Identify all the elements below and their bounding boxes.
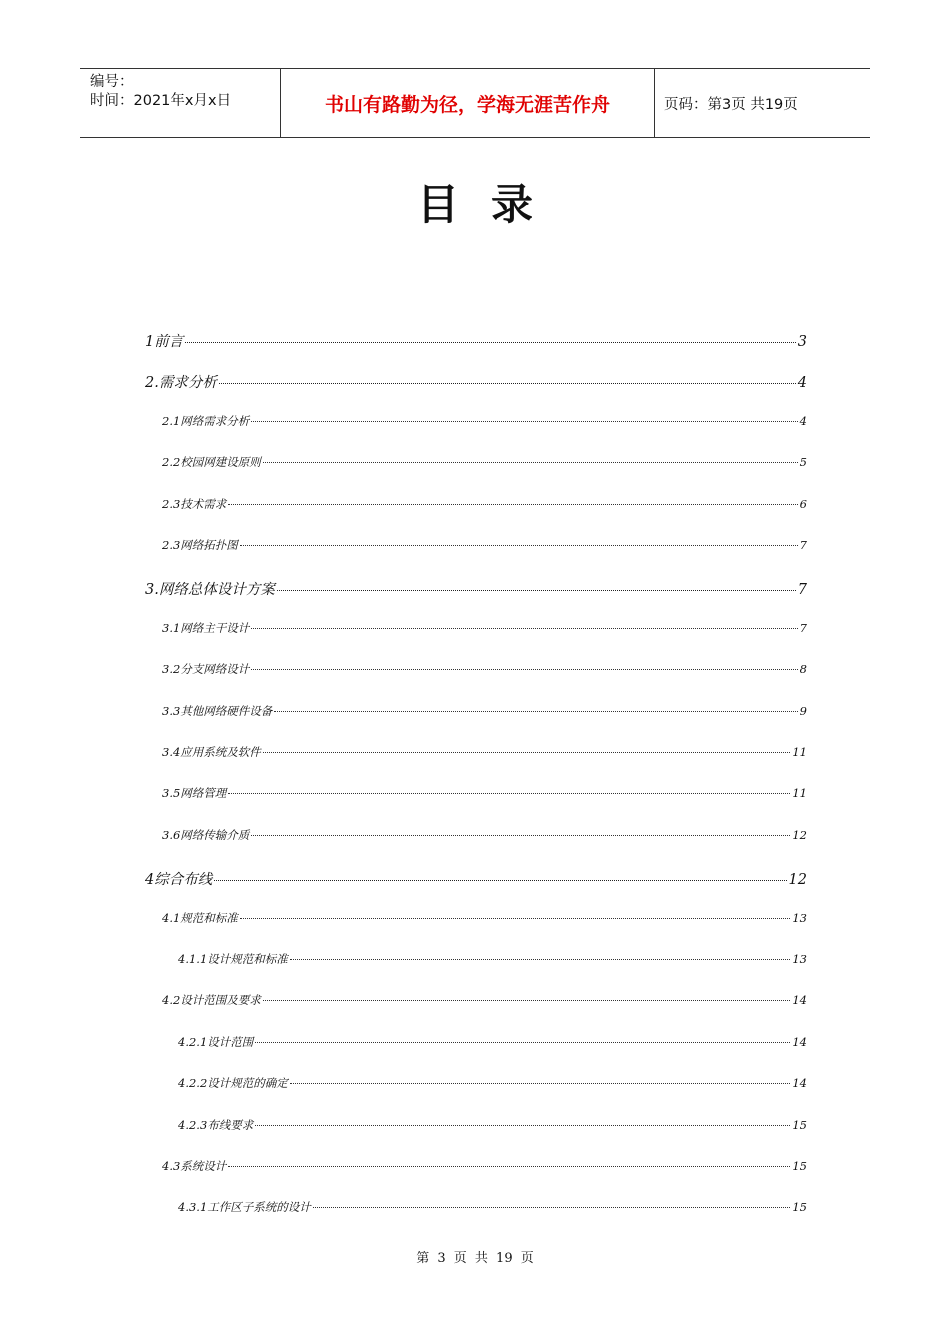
toc-entry[interactable] [162, 537, 807, 553]
page-footer: 第 3 页 共 19 页 [416, 1251, 534, 1266]
toc-entry-page: 15 [792, 1159, 807, 1173]
toc-entry[interactable] [162, 785, 807, 801]
toc-leader-dots [255, 1042, 790, 1043]
toc-entry-label: 3.4应用系统及软件 [162, 745, 261, 759]
toc-leader-dots [290, 1083, 791, 1084]
toc-leader-dots [251, 421, 797, 422]
toc-leader-dots [240, 918, 791, 919]
toc-leader-dots [251, 835, 790, 836]
toc-entry-label: 4综合布线 [145, 872, 213, 889]
toc-leader-dots [290, 959, 791, 960]
toc-leader-dots [255, 1125, 790, 1126]
toc-entry-page: 3 [797, 334, 807, 350]
toc-entry-page: 13 [792, 952, 807, 966]
toc-entry[interactable] [162, 496, 807, 512]
toc-entry-page: 15 [792, 1200, 807, 1215]
page-title: 目录 [416, 180, 565, 229]
toc-entry-label: 4.2.2设计规范的确定 [178, 1076, 288, 1091]
toc-entry[interactable] [162, 454, 807, 470]
toc-entry-page: 12 [788, 872, 807, 889]
toc-entry-label: 4.2.1设计范围 [178, 1034, 254, 1049]
toc-entry-label: 3.网络总体设计方案 [145, 582, 275, 599]
toc-entry-page: 5 [799, 455, 807, 470]
toc-leader-dots [228, 504, 797, 505]
toc-entry[interactable] [162, 620, 807, 636]
toc-leader-dots [214, 880, 786, 881]
toc-entry[interactable] [162, 703, 807, 719]
toc-entry-page: 4 [799, 413, 807, 428]
toc-entry-page: 15 [792, 1117, 807, 1132]
toc-entry[interactable] [162, 827, 807, 843]
toc-leader-dots [263, 1000, 791, 1001]
toc-entry-page: 7 [799, 538, 807, 552]
toc-leader-dots [251, 669, 797, 670]
toc-leader-dots [185, 342, 796, 343]
toc-leader-dots [313, 1207, 791, 1208]
toc-entry-label: 4.3系统设计 [162, 1159, 227, 1173]
toc-entry[interactable] [162, 413, 807, 429]
toc-entry[interactable] [145, 578, 807, 599]
toc-entry-label: 4.1规范和标准 [162, 910, 238, 925]
toc-entry-label: 4.3.1工作区子系统的设计 [178, 1200, 311, 1215]
toc-entry-page: 8 [799, 662, 807, 677]
toc-entry-page: 7 [799, 620, 807, 635]
toc-leader-dots [274, 711, 797, 712]
toc-entry[interactable] [162, 744, 807, 760]
toc-entry-page: 14 [792, 1076, 807, 1091]
toc-entry-label: 3.3其他网络硬件设备 [162, 703, 273, 718]
toc-entry-page: 9 [799, 703, 807, 718]
toc-entry-label: 2.1网络需求分析 [162, 413, 250, 428]
toc-entry[interactable] [145, 330, 807, 351]
toc-entry-label: 1前言 [145, 334, 184, 350]
toc-entry-label: 3.6网络传输介质 [162, 827, 250, 842]
toc-leader-dots [240, 545, 798, 546]
toc-leader-dots [228, 793, 790, 794]
toc-leader-dots [263, 752, 791, 753]
toc-entry-page: 6 [799, 496, 807, 511]
header-motto: 书山有路勤为径，学海无涯苦作舟 [281, 69, 655, 137]
toc-leader-dots [277, 590, 796, 591]
toc-entry-page: 11 [792, 786, 807, 801]
toc-entry-label: 4.2.3布线要求 [178, 1117, 254, 1132]
header-time: 时间：2021年x月x日 [90, 93, 232, 109]
toc-entry[interactable] [178, 1199, 807, 1215]
toc-entry-label: 2.需求分析 [145, 375, 217, 392]
header-page-info: 页码：第3页 共19页 [664, 96, 798, 113]
toc-entry[interactable] [145, 371, 807, 392]
toc-entry[interactable] [178, 1117, 807, 1133]
toc-entry[interactable] [178, 951, 807, 967]
toc-entry-page: 11 [792, 745, 807, 759]
toc-entry-page: 7 [797, 582, 807, 599]
toc-entry[interactable] [162, 992, 807, 1008]
toc-entry[interactable] [178, 1075, 807, 1091]
toc-entry[interactable] [162, 910, 807, 926]
toc-entry-page: 13 [792, 910, 807, 925]
toc-entry-label: 2.3技术需求 [162, 496, 227, 511]
toc-entry-page: 4 [797, 375, 807, 392]
toc-entry-label: 2.3网络拓扑图 [162, 538, 238, 552]
toc-entry-label: 3.5网络管理 [162, 786, 227, 801]
toc-entry[interactable] [162, 661, 807, 677]
toc-leader-dots [251, 628, 797, 629]
toc-leader-dots [263, 462, 798, 463]
toc-entry-label: 3.1网络主干设计 [162, 620, 250, 635]
toc-entry[interactable] [178, 1034, 807, 1050]
toc-entry-label: 2.2校园网建设原则 [162, 455, 261, 470]
toc-entry[interactable] [145, 868, 807, 889]
toc-entry-page: 12 [792, 827, 807, 842]
toc-entry-label: 4.1.1设计规范和标准 [178, 952, 288, 966]
toc-entry-label: 3.2分支网络设计 [162, 662, 250, 677]
toc-entry-label: 4.2设计范围及要求 [162, 993, 261, 1008]
toc-leader-dots [219, 383, 796, 384]
toc-entry[interactable] [162, 1158, 807, 1174]
header-number: 编号： [90, 74, 134, 90]
toc-entry-page: 14 [792, 1034, 807, 1049]
toc-leader-dots [228, 1166, 790, 1167]
toc-entry-page: 14 [792, 993, 807, 1008]
